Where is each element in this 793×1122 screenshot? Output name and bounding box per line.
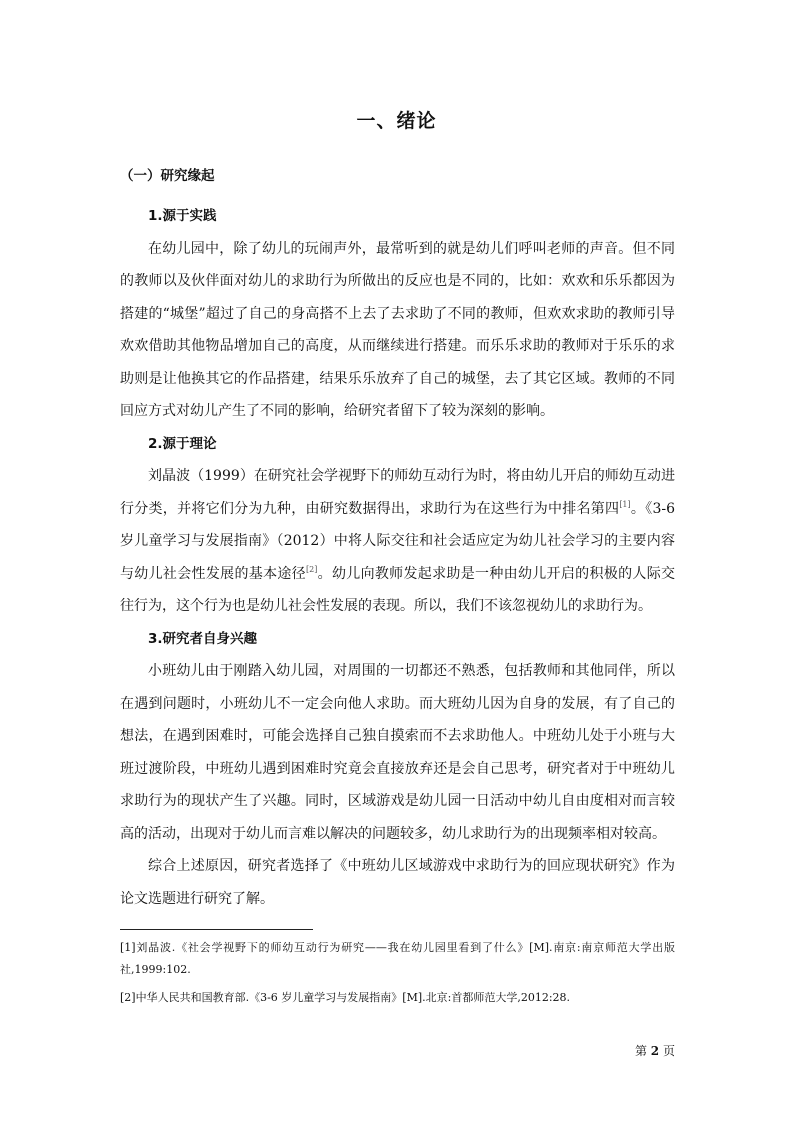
paragraph-practice: 在幼儿园中，除了幼儿的玩闹声外，最常听到的就是幼儿们呼叫老师的声音。但不同的教师以及伙伴面对幼儿的求助行为所做出的反应也是不同的，比如：欢欢和乐乐都因为搭建的“城堡”超过了自己的身高搭不上去了去求助了不同的教师，但欢欢求助的教师引导欢欢借助其他物品增加自己的高度，从而继续进行搭建。而乐乐求助的教师对于乐乐的求助则是让他换其它的作品搭建，结果乐乐放弃了自己的城堡，去了其它区域。教师的不同回应方式对幼儿产生了不同的影响，给研究者留下了较为深刻的影响。 xyxy=(120,240,675,419)
subsection-heading-theory: 2.源于理论 xyxy=(148,435,217,452)
subsection-heading-practice: 1.源于实践 xyxy=(148,208,217,224)
page-number-prefix: 第 xyxy=(634,1044,647,1058)
footnotes xyxy=(120,937,675,1015)
footnote-divider xyxy=(120,929,313,930)
paragraph-theory-part3: 。幼儿向教师发起求助是一种由幼儿开启的积极的人际交往行为，这个行为也是幼儿社会性发展的表现。所以，我们不该忽视幼儿的求助行为。 xyxy=(120,565,676,614)
paragraph-theory-part1: 刘晶波（1999）在研究社会学视野下的师幼互动行为时，将由幼儿开启的师幼互动进行分类，并将它们分为九种，由研究数据得出，求助行为在这些行为中排名第四 xyxy=(120,468,675,517)
footnote-ref-2[interactable]: [2] xyxy=(306,564,318,574)
footnote-ref-1[interactable]: [1] xyxy=(619,499,631,509)
paragraph-conclusion: 综合上述原因，研究者选择了《中班幼儿区域游戏中求助行为的回应现状研究》作为论文选题进行研究了解。 xyxy=(120,858,675,907)
subsection-heading-interest: 3.研究者自身兴趣 xyxy=(148,630,258,647)
page-number-value: 2 xyxy=(650,1044,660,1058)
page-number-suffix: 页 xyxy=(662,1044,675,1058)
footnote-2: [2]中华人民共和国教育部.《3-6 岁儿童学习与发展指南》[M].北京:首都师范大学,2012:28. xyxy=(120,991,571,1004)
section-heading: （一）研究缘起 xyxy=(120,168,215,184)
page-number xyxy=(620,1042,675,1059)
paragraph-theory xyxy=(120,460,675,623)
paragraph-interest: 小班幼儿由于刚踏入幼儿园，对周围的一切都还不熟悉，包括教师和其他同伴，所以在遇到问题时，小班幼儿不一定会向他人求助。而大班幼儿因为自身的发展，有了自己的想法，在遇到困难时，可能会选择自己独自摸索而不去求助他人。中班幼儿处于小班与大班过渡阶段，中班幼儿遇到困难时究竟会直接放弃还是会自己思考，研究者对于中班幼儿求助行为的现状产生了兴趣。同时，区域游戏是幼儿园一日活动中幼儿自由度相对而言较高的活动，出现对于幼儿而言难以解决的问题较多，幼儿求助行为的出现频率相对较高。 xyxy=(120,663,675,842)
paragraph-theory-part2: 。《3-6 岁儿童学习与发展指南》（2012）中将人际交往和社会适应定为幼儿社会学习的主要内容与幼儿社会性发展的基本途径 xyxy=(120,500,675,582)
chapter-title: 一、绪论 xyxy=(356,110,437,132)
footnote-1: [1]刘晶波.《社会学视野下的师幼互动行为研究——我在幼儿园里看到了什么》[M].南京:南京师范大学出版社,1999:102. xyxy=(120,941,675,976)
body-text xyxy=(120,200,675,915)
